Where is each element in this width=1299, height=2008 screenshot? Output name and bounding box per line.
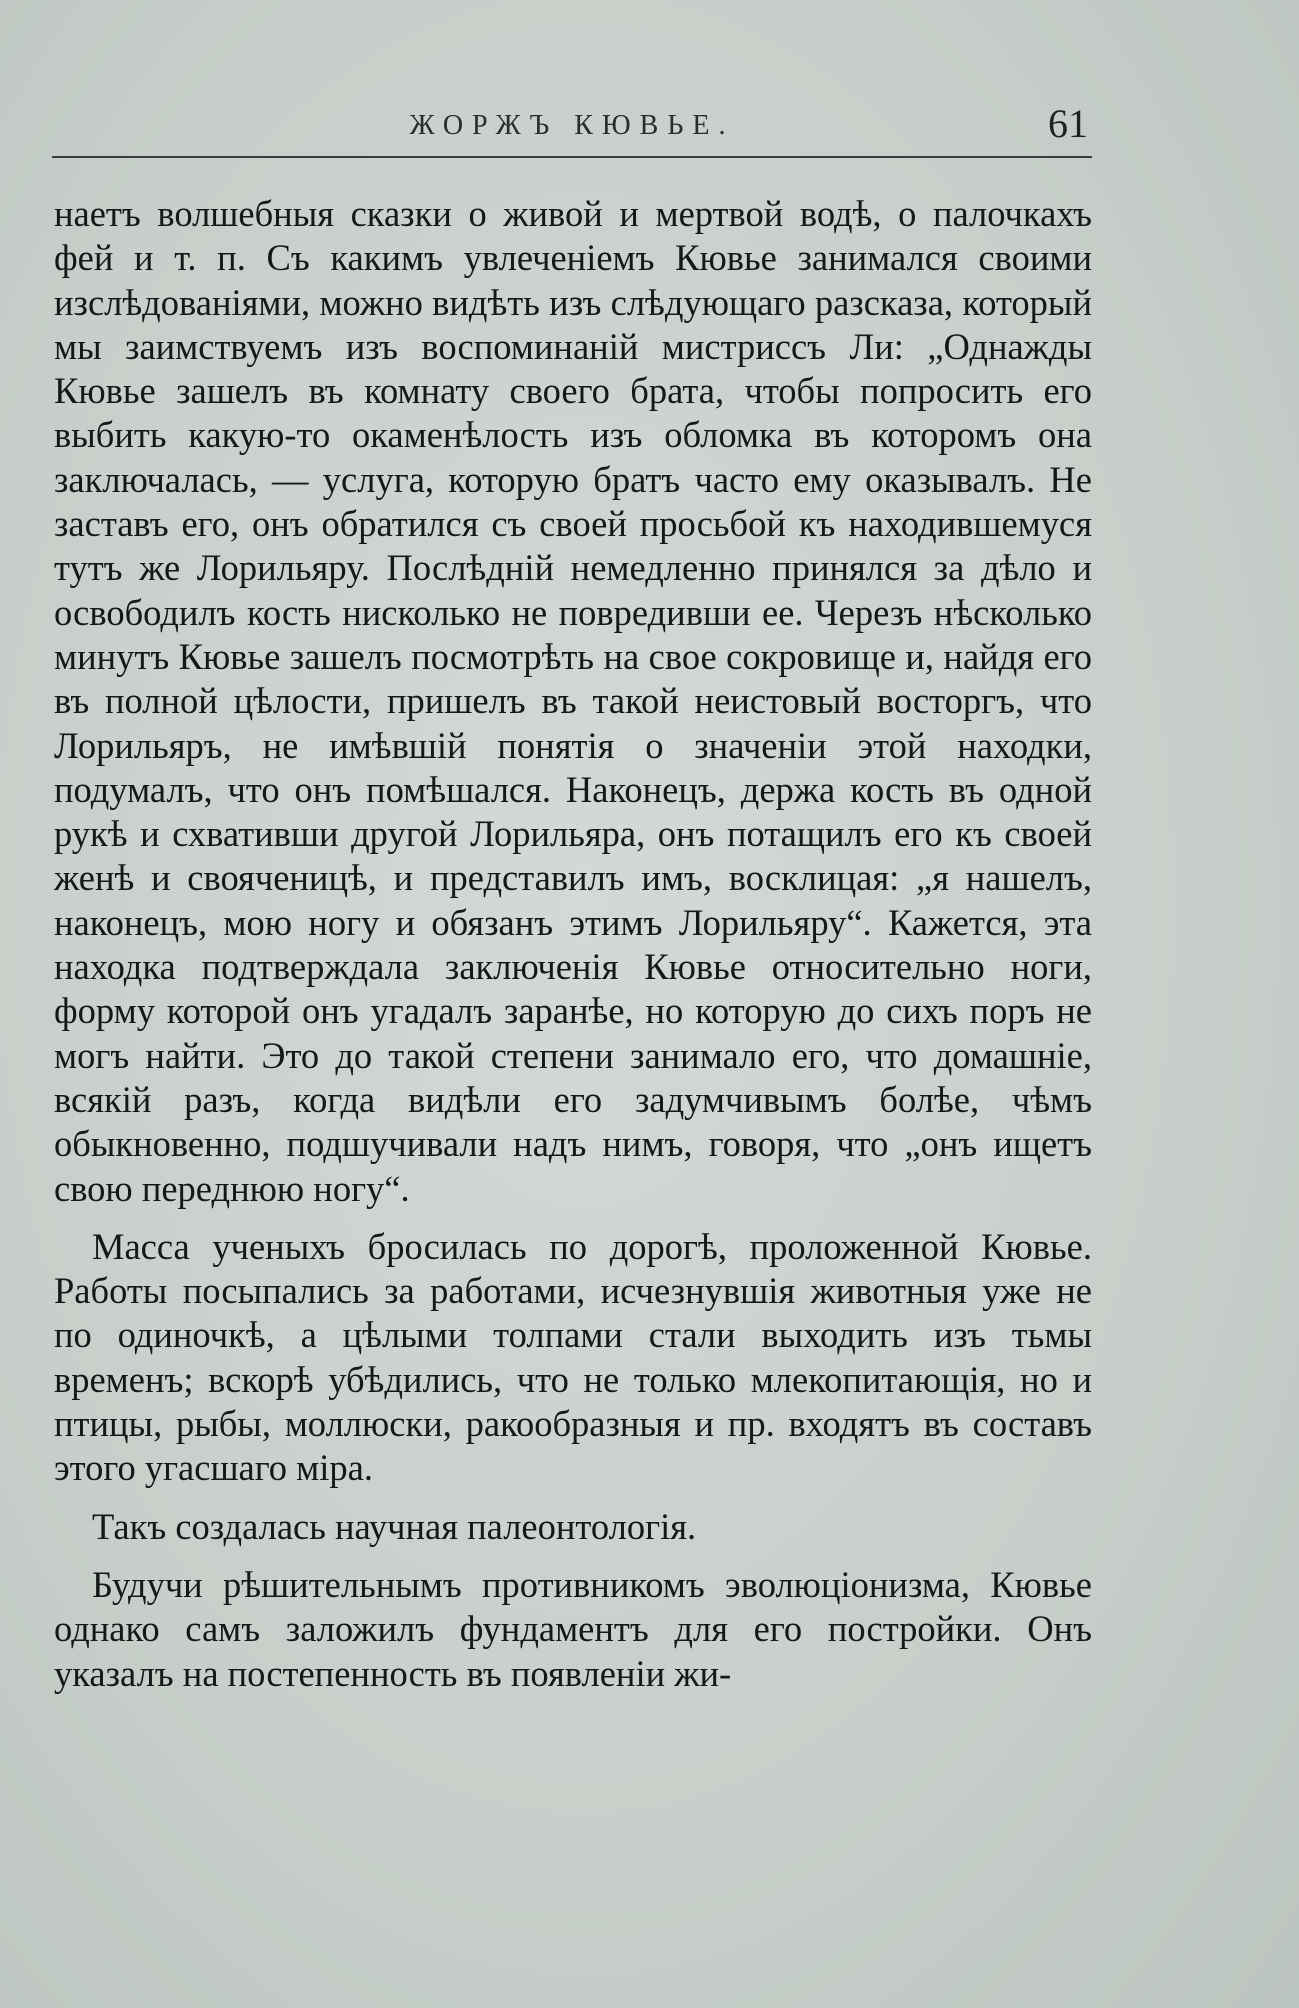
page-number: 61	[1048, 101, 1088, 146]
paragraph: Масса ученыхъ бросилась по дорогѣ, проложенной Кювье. Работы посыпались за работами, исчезнувшія животныя уже не по одиночкѣ, а цѣлыми толпами стали выходить изъ тьмы временъ; вскорѣ убѣдились, что не только млекопитающія, но и птицы, рыбы, моллюски, ракообразныя и пр. входятъ въ составъ этого угасшаго міра.	[54, 1225, 1092, 1489]
paragraph-continuation: наетъ волшебныя сказки о живой и мертвой водѣ, о палочкахъ фей и т. п. Съ какимъ увлеченіемъ Кювье занимался своими изслѣдованіями, можно видѣть изъ слѣдующаго разсказа, который мы заимствуемъ изъ воспоминаній мистриссъ Ли: „Однажды Кювье зашелъ въ комнату своего брата, чтобы попросить его выбить какую-то окаменѣлость изъ обломка въ которомъ она заключалась, — услуга, которую братъ часто ему оказывалъ. Не заставъ его, онъ обратился съ своей просьбой къ находившемуся тутъ же Лорильяру. Послѣдній немедленно принялся за дѣло и освободилъ кость нисколько не повредивши ее. Черезъ нѣсколько минутъ Кювье зашелъ посмотрѣть на свое сокровище и, найдя его въ полной цѣлости, пришелъ въ такой неистовый восторгъ, что Лорильяръ, не имѣвшій понятія о значеніи этой находки, подумалъ, что онъ помѣшался. Наконецъ, держа кость въ одной рукѣ и схвативши другой Лорильяра, онъ потащилъ его къ своей женѣ и свояченицѣ, и представилъ имъ, восклицая: „я нашелъ, наконецъ, мою ногу и обязанъ этимъ Лорильяру“. Кажется, эта находка подтверждала заключенія Кювье относительно ноги, форму которой онъ угадалъ заранѣе, но которую до сихъ поръ не могъ найти. Это до такой степени занимало его, что домашніе, всякій разъ, когда видѣли его задумчивымъ болѣе, чѣмъ обыкновенно, подшучивали надъ нимъ, говоря, что „онъ ищетъ свою переднюю ногу“.	[54, 193, 1092, 1209]
page-header	[52, 100, 1092, 158]
running-head: ЖОРЖЪ КЮВЬЕ.	[409, 110, 735, 141]
paragraph: Такъ создалась научная палеонтологія.	[92, 1505, 697, 1547]
body-text	[54, 192, 1092, 1696]
paragraph: Будучи рѣшительнымъ противникомъ эволюціонизма, Кювье однако самъ заложилъ фундаментъ для его постройки. Онъ указалъ на постепенность въ появленіи жи-	[54, 1563, 1092, 1694]
